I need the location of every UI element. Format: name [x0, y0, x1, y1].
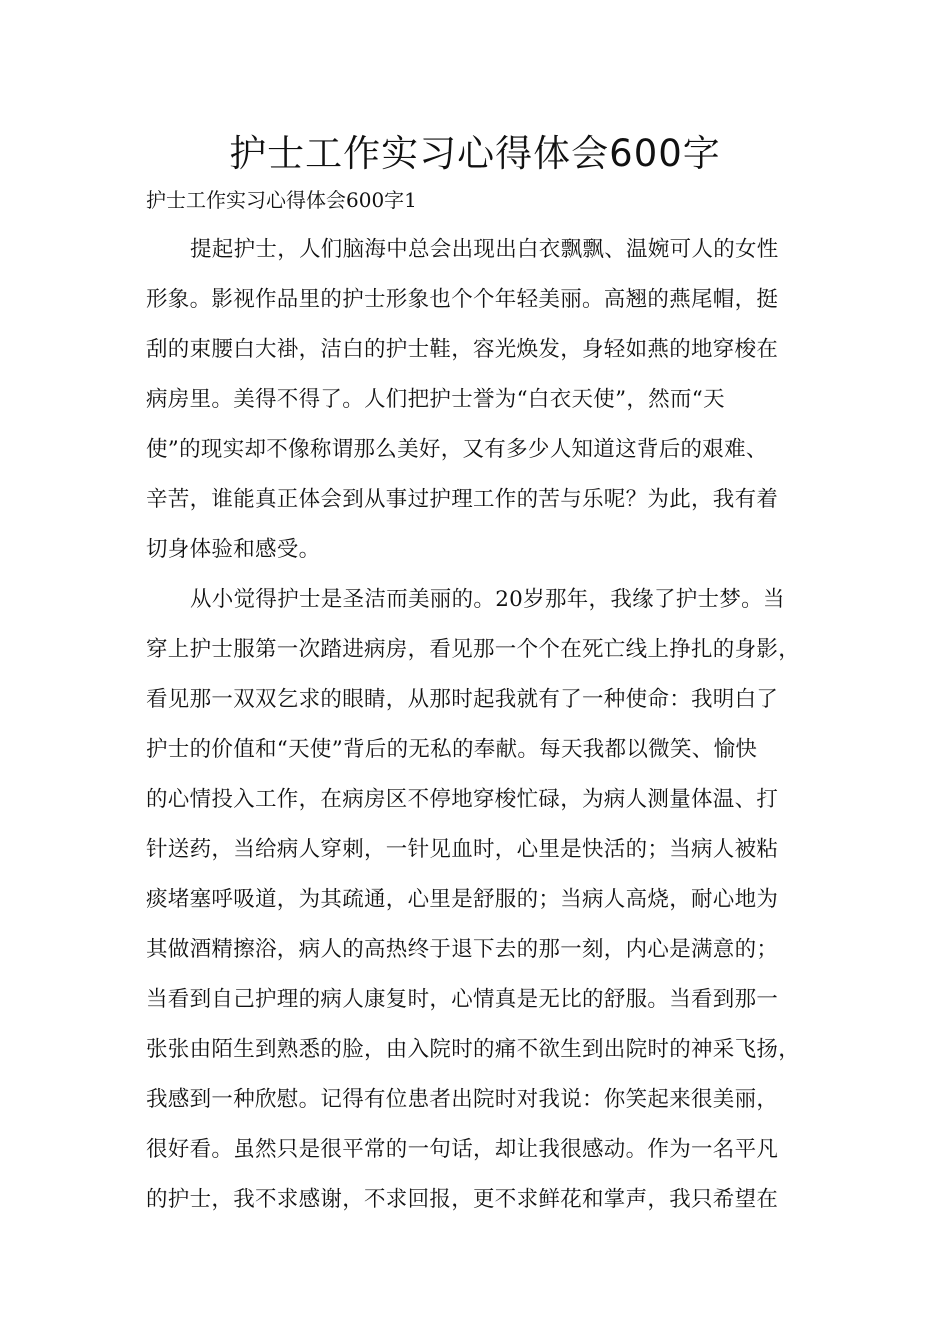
document-title: 护士工作实习心得体会600字: [229, 132, 721, 175]
paragraph-1-line-1: 提起护士，人们脑海中总会出现出白衣飘飘、温婉可人的女性: [190, 237, 779, 262]
paragraph-2-line-11: 我感到一种欣慰。记得有位患者出院时对我说：你笑起来很美丽，: [146, 1087, 779, 1112]
section-heading: 护士工作实习心得体会600字1: [146, 188, 417, 212]
paragraph-2-line-4: 护士的价值和“天使”背后的无私的奉献。每天我都以微笑、愉快: [146, 737, 758, 762]
paragraph-2-line-8: 其做酒精擦浴，病人的高热终于退下去的那一刻，内心是满意的；: [146, 937, 779, 962]
paragraph-2-line-10: 张张由陌生到熟悉的脸，由入院时的痛不欲生到出院时的神采飞扬，: [146, 1037, 801, 1062]
paragraph-2-line-2: 穿上护士服第一次踏进病房，看见那一个个在死亡线上挣扎的身影，: [146, 637, 801, 662]
paragraph-2-line-3: 看见那一双双乞求的眼睛，从那时起我就有了一种使命：我明白了: [146, 687, 779, 712]
paragraph-1-line-3: 刮的束腰白大褂，洁白的护士鞋，容光焕发，身轻如燕的地穿梭在: [146, 337, 779, 362]
paragraph-1-line-7: 切身体验和感受。: [146, 537, 321, 562]
paragraph-2-line-13: 的护士，我不求感谢，不求回报，更不求鲜花和掌声，我只希望在: [146, 1187, 779, 1212]
paragraph-2-line-5: 的心情投入工作，在病房区不停地穿梭忙碌，为病人测量体温、打: [146, 787, 779, 812]
paragraph-1-line-5: 使”的现实却不像称谓那么美好，又有多少人知道这背后的艰难、: [146, 437, 768, 462]
paragraph-2-line-1: 从小觉得护士是圣洁而美丽的。20岁那年，我缘了护士梦。当: [190, 587, 785, 612]
paragraph-1-line-6: 辛苦，谁能真正体会到从事过护理工作的苦与乐呢？为此，我有着: [146, 487, 779, 512]
paragraph-2-line-6: 针送药，当给病人穿刺，一针见血时，心里是快活的；当病人被粘: [146, 837, 779, 862]
paragraph-2-line-7: 痰堵塞呼吸道，为其疏通，心里是舒服的；当病人高烧，耐心地为: [146, 887, 779, 912]
paragraph-2-line-9: 当看到自己护理的病人康复时，心情真是无比的舒服。当看到那一: [146, 987, 779, 1012]
paragraph-1-line-4: 病房里。美得不得了。人们把护士誉为“白衣天使”，然而“天: [146, 387, 725, 412]
paragraph-1-line-2: 形象。影视作品里的护士形象也个个年轻美丽。高翘的燕尾帽，挺: [146, 287, 779, 312]
paragraph-2-line-12: 很好看。虽然只是很平常的一句话，却让我很感动。作为一名平凡: [146, 1137, 779, 1162]
